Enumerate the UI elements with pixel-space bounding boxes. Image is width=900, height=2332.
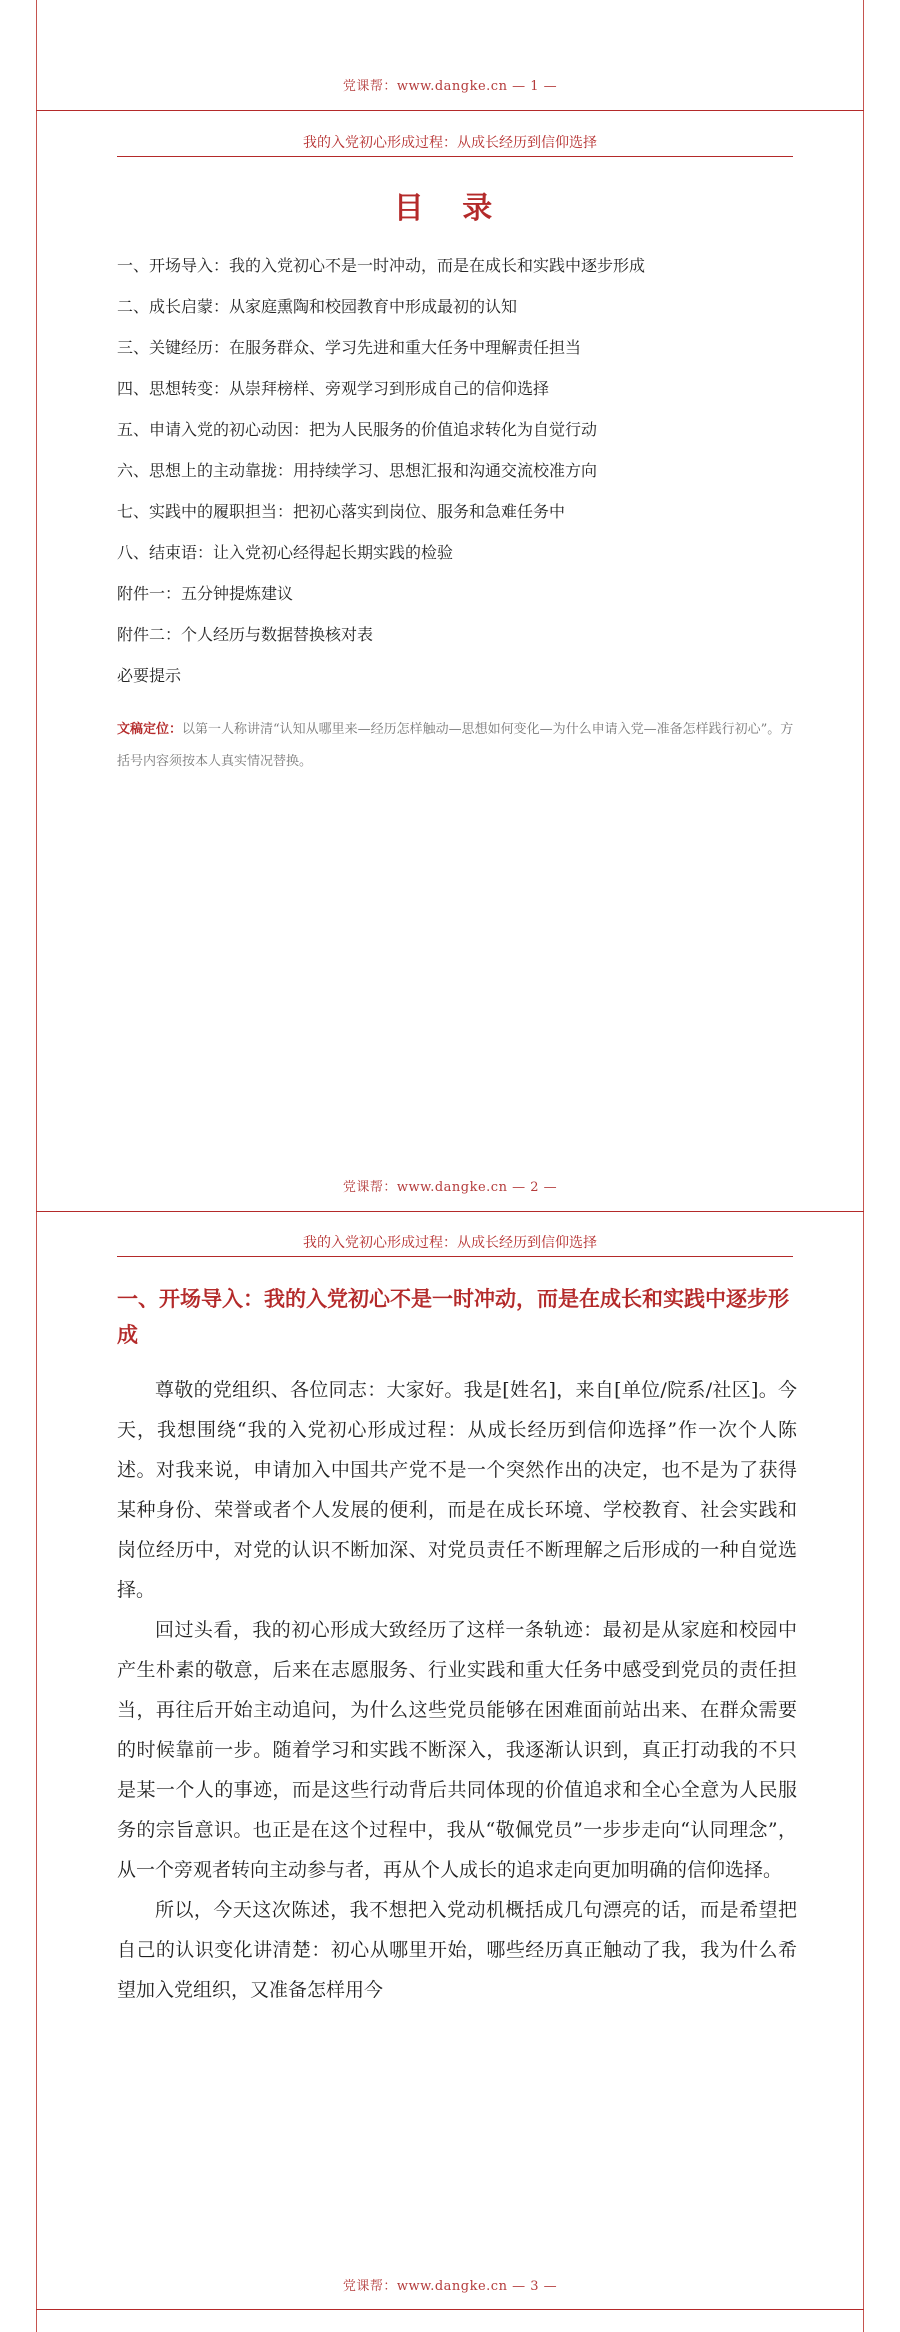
body-paragraph: 尊敬的党组织、各位同志：大家好。我是[姓名]，来自[单位/院系/社区]。今天，我想围绕“我的入党初心形成过程：从成长经历到信仰选择”作一次个人陈述。对我来说，申请加入中国共产党不是一个突然作出的决定，也不是为了获得某种身份、荣誉或者个人发展的便利，而是在成长环境、学校教育、社会实践和岗位经历中，对党的认识不断加深、对党员责任不断理解之后形成的一种自觉选择。 xyxy=(117,1379,797,1601)
toc-item: 附件二：个人经历与数据替换核对表 xyxy=(117,625,374,644)
toc-item: 必要提示 xyxy=(117,666,182,685)
page-footer-3: 党课帮：www.dangke.cn — 3 — xyxy=(342,2279,558,2294)
body-paragraph: 回过头看，我的初心形成大致经历了这样一条轨迹：最初是从家庭和校园中产生朴素的敬意，后来在志愿服务、行业实践和重大任务中感受到党员的责任担当，再往后开始主动追问，为什么这些党员能够在困难面前站出来、在群众需要的时候靠前一步。随着学习和实践不断深入，我逐渐认识到，真正打动我的不只是某一个人的事迹，而是这些行动背后共同体现的价值追求和全心全意为人民服务的宗旨意识。也正是在这个过程中，我从“敬佩党员”一步步走向“认同理念”，从一个旁观者转向主动参与者，再从个人成长的追求走向更加明确的信仰选择。 xyxy=(117,1619,797,1881)
toc-item: 八、结束语：让入党初心经得起长期实践的检验 xyxy=(117,543,454,562)
page-border-right xyxy=(863,0,864,2332)
page-border-left xyxy=(36,0,37,2332)
page-separator-1 xyxy=(36,110,864,111)
running-header-page-2: 我的入党初心形成过程：从成长经历到信仰选择 xyxy=(303,135,597,151)
toc-item: 三、关键经历：在服务群众、学习先进和重大任务中理解责任担当 xyxy=(117,338,582,357)
toc-item: 一、开场导入：我的入党初心不是一时冲动，而是在成长和实践中逐步形成 xyxy=(117,256,646,275)
body-paragraph: 所以，今天这次陈述，我不想把入党动机概括成几句漂亮的话，而是希望把自己的认识变化讲清楚：初心从哪里开始，哪些经历真正触动了我，我为什么希望加入党组织，又准备怎样用今 xyxy=(117,1899,797,2001)
running-header-page-3: 我的入党初心形成过程：从成长经历到信仰选择 xyxy=(303,1235,597,1251)
toc-item: 六、思想上的主动靠拢：用持续学习、思想汇报和沟通交流校准方向 xyxy=(117,461,598,480)
document-positioning-note xyxy=(117,714,801,778)
toc-item: 四、思想转变：从崇拜榜样、旁观学习到形成自己的信仰选择 xyxy=(117,379,550,398)
page-separator-2 xyxy=(36,1211,864,1212)
toc-item: 七、实践中的履职担当：把初心落实到岗位、服务和急难任务中 xyxy=(117,502,566,521)
toc-title: 目 录 xyxy=(393,191,507,226)
section-body xyxy=(117,1370,797,2010)
positioning-label: 文稿定位： xyxy=(117,722,183,737)
positioning-text: 以第一人称讲清“认知从哪里来—经历怎样触动—思想如何变化—为什么申请入党—准备怎样践行初心”。方括号内容须按本人真实情况替换。 xyxy=(117,722,794,769)
section-heading-1: 一、开场导入：我的入党初心不是一时冲动，而是在成长和实践中逐步形成 xyxy=(117,1286,789,1347)
toc-item: 五、申请入党的初心动因：把为人民服务的价值追求转化为自觉行动 xyxy=(117,420,598,439)
page-footer-1: 党课帮：www.dangke.cn — 1 — xyxy=(342,79,558,94)
page-footer-2: 党课帮：www.dangke.cn — 2 — xyxy=(342,1180,558,1195)
toc-item: 附件一：五分钟提炼建议 xyxy=(117,584,294,603)
running-header-rule-page-3 xyxy=(117,1256,793,1257)
running-header-rule-page-2 xyxy=(117,156,793,157)
toc-item: 二、成长启蒙：从家庭熏陶和校园教育中形成最初的认知 xyxy=(117,297,518,316)
page-separator-3 xyxy=(36,2309,864,2310)
toc-list xyxy=(117,253,817,704)
